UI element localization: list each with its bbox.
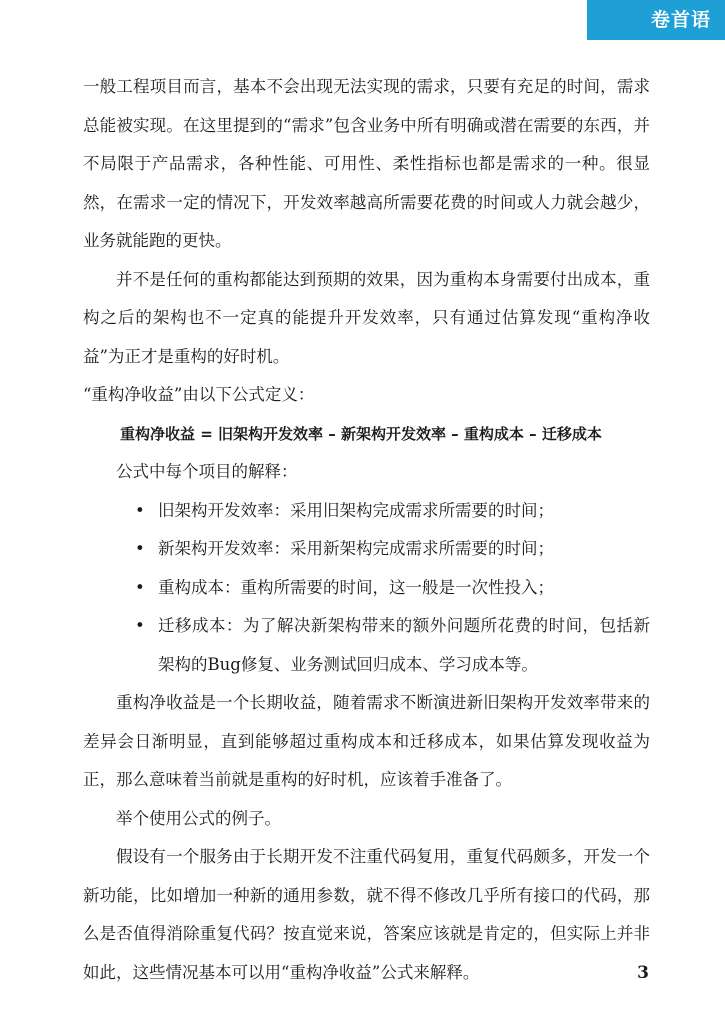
- paragraph: 重构净收益是一个长期收益，随着需求不断演进新旧架构开发效率带来的差异会日渐明显，直到能够超过重构成本和迁移成本，如果估算发现收益为正，那么意味着当前就是重构的好时机，应该着手准备了。: [83, 693, 650, 789]
- paragraph: 举个使用公式的例子。: [116, 808, 281, 828]
- article-body: [83, 68, 650, 992]
- section-header-tab: [587, 0, 725, 40]
- bullet-icon: •: [135, 616, 145, 635]
- list-item-text: 旧架构开发效率：采用旧架构完成需求所需要的时间；: [158, 500, 554, 520]
- bullet-icon: •: [135, 577, 145, 597]
- definition-list: [83, 492, 650, 685]
- bullet-icon: •: [135, 500, 145, 520]
- paragraph: 假设有一个服务由于长期开发不注重代码复用，重复代码颇多，开发一个新功能，比如增加一种新的通用参数，就不得不修改几乎所有接口的代码，那么是否值得消除重复代码？按直觉来说，答案应该就是肯定的，但实际上并非如此，这些情况基本可以用“重构净收益”公式来解释。: [83, 847, 650, 982]
- section-title: 卷首语: [650, 9, 711, 31]
- paragraph: 公式中每个项目的解释：: [116, 462, 298, 481]
- list-item: [83, 607, 650, 684]
- page-number: 3: [637, 963, 649, 983]
- paragraph: 并不是任何的重构都能达到预期的效果，因为重构本身需要付出成本，重构之后的架构也不一定真的能提升开发效率，只有通过估算发现“重构净收益”为正才是重构的好时机。: [83, 269, 650, 366]
- bullet-icon: •: [135, 539, 145, 558]
- list-item-text: 重构成本：重构所需要的时间，这一般是一次性投入；: [158, 577, 554, 597]
- list-item-text: 新架构开发效率：采用新架构完成需求所需要的时间；: [158, 539, 554, 558]
- list-item: [83, 492, 650, 531]
- list-item-text: 迁移成本：为了解决新架构带来的额外问题所花费的时间，包括新架构的Bug修复、业务测试回归成本、学习成本等。: [158, 616, 650, 674]
- list-item: [83, 530, 650, 569]
- paragraph: 一般工程项目而言，基本不会出现无法实现的需求，只要有充足的时间，需求总能被实现。在这里提到的“需求”包含业务中所有明确或潜在需要的东西，并不局限于产品需求，各种性能、可用性、柔性指标也都是需求的一种。很显然，在需求一定的情况下，开发效率越高所需要花费的时间或人力就会越少，业务就能跑的更快。: [83, 77, 650, 250]
- formula: 重构净收益 = 旧架构开发效率 – 新架构开发效率 – 重构成本 – 迁移成本: [120, 424, 602, 443]
- paragraph: “重构净收益”由以下公式定义：: [83, 385, 315, 404]
- list-item: [83, 569, 650, 608]
